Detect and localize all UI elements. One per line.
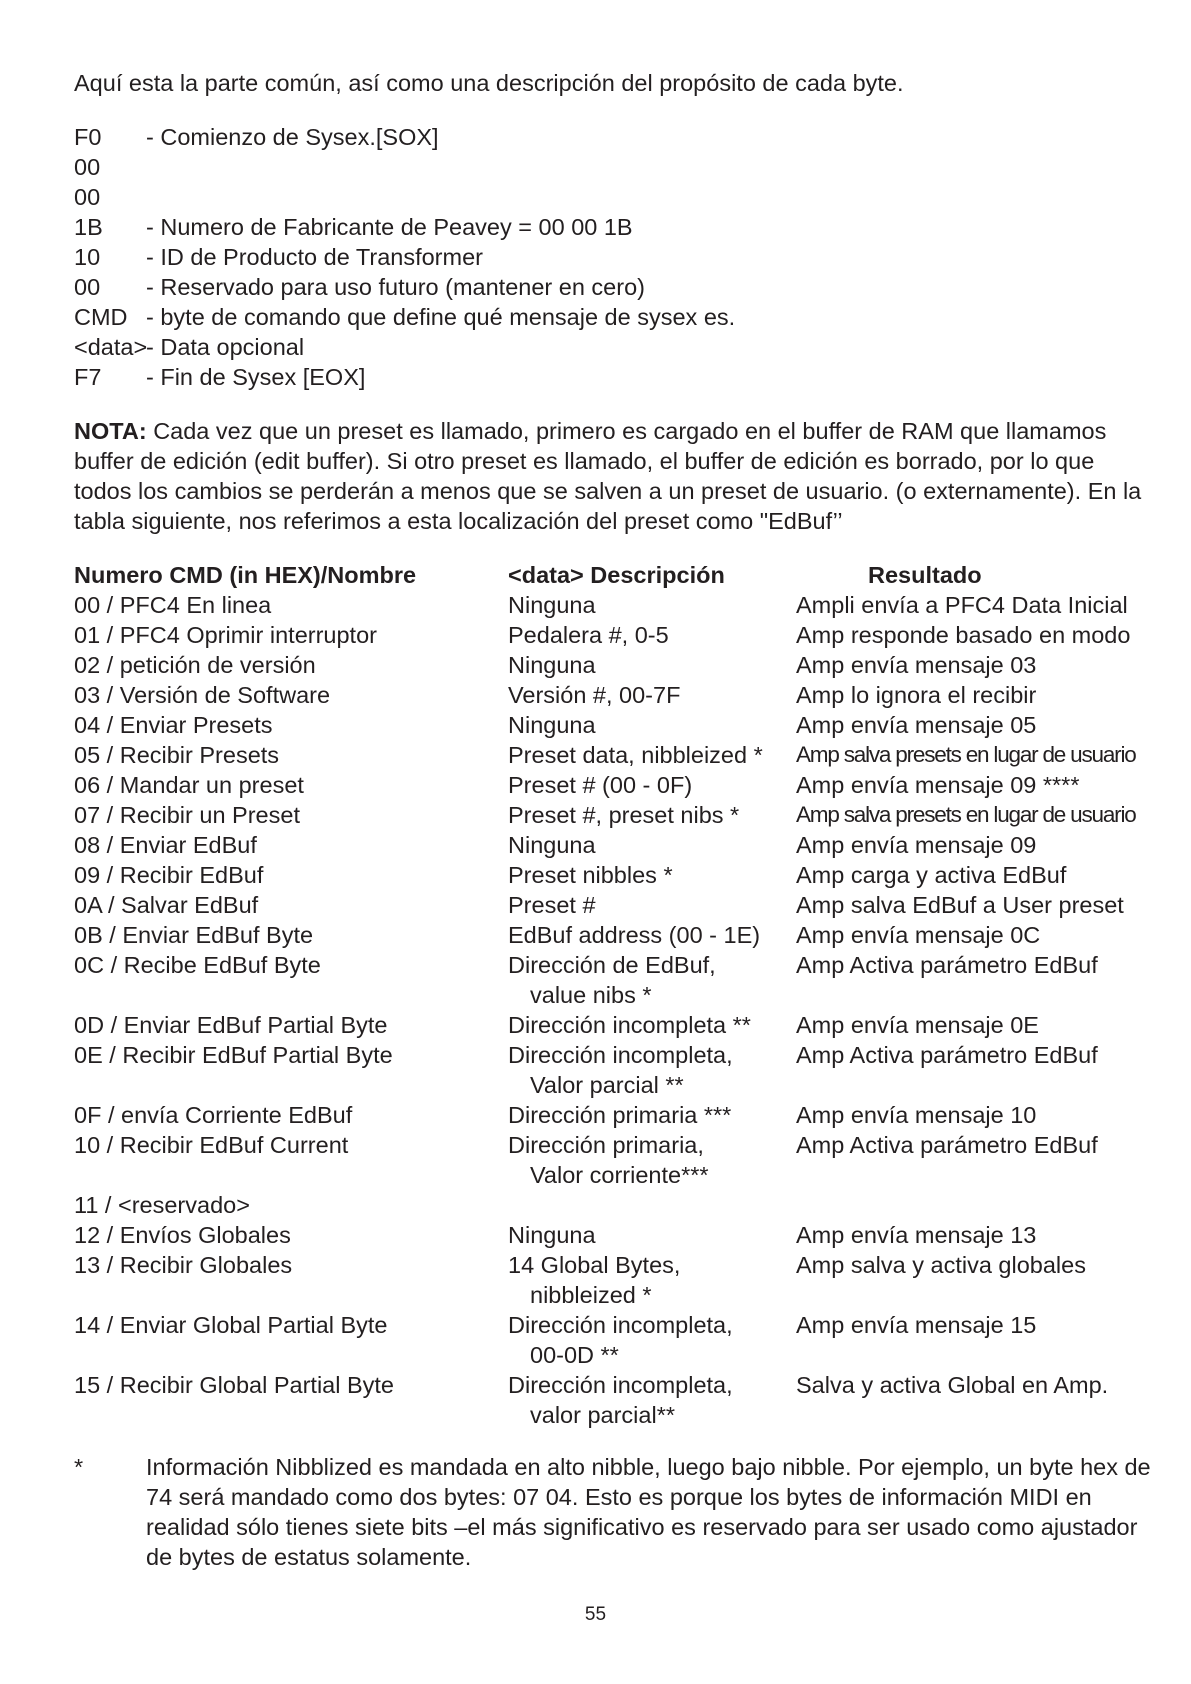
table-row	[74, 770, 1154, 800]
table-body	[74, 590, 1154, 1430]
table-row	[74, 920, 1154, 950]
cmd-data-line: Ninguna	[508, 712, 596, 738]
sysex-row	[74, 182, 1154, 212]
intro-paragraph: Aquí esta la parte común, así como una descripción del propósito de cada byte.	[74, 70, 904, 96]
cmd-data-line: EdBuf address (00 - 1E)	[508, 922, 761, 948]
cmd-data	[508, 1370, 796, 1430]
cmd-name: 15 / Recibir Global Partial Byte	[74, 1372, 395, 1398]
sysex-desc: - Fin de Sysex [EOX]	[146, 364, 366, 390]
cmd-data-line: Versión #, 00-7F	[508, 682, 681, 708]
cmd-result: Amp envía mensaje 05	[796, 712, 1037, 738]
cmd-result: Amp envía mensaje 13	[796, 1222, 1037, 1248]
cmd-result: Amp envía mensaje 09 ****	[796, 772, 1080, 798]
command-table	[74, 560, 1154, 1430]
header-name: Numero CMD (in HEX)/Nombre	[74, 562, 417, 588]
cmd-data-line: Dirección primaria ***	[508, 1102, 732, 1128]
table-row	[74, 650, 1154, 680]
footnote	[74, 1452, 1154, 1572]
cmd-result: Amp envía mensaje 15	[796, 1312, 1037, 1338]
sysex-code: 00	[74, 184, 101, 210]
cmd-result: Amp envía mensaje 03	[796, 652, 1037, 678]
cmd-result: Amp responde basado en modo	[796, 622, 1131, 648]
cmd-data-line: Preset # (00 - 0F)	[508, 772, 693, 798]
sysex-code: CMD	[74, 304, 128, 330]
cmd-result	[796, 1190, 1154, 1220]
cmd-data-line: Ninguna	[508, 592, 596, 618]
sysex-byte-list	[74, 122, 1154, 392]
cmd-result: Amp envía mensaje 09	[796, 832, 1037, 858]
cmd-result: Amp Activa parámetro EdBuf	[796, 952, 1098, 978]
cmd-data	[508, 1010, 796, 1040]
sysex-code: F0	[74, 124, 102, 150]
table-row	[74, 1130, 1154, 1190]
cmd-name: 11 / <reservado>	[74, 1192, 250, 1218]
cmd-name: 0C / Recibe EdBuf Byte	[74, 952, 321, 978]
cmd-data-line: Dirección de EdBuf,	[508, 952, 716, 978]
sysex-code: 00	[74, 274, 101, 300]
cmd-data	[508, 680, 796, 710]
cmd-name: 00 / PFC4 En linea	[74, 592, 272, 618]
cmd-name: 0D / Enviar EdBuf Partial Byte	[74, 1012, 388, 1038]
header-data: <data> Descripción	[508, 562, 725, 588]
cmd-data-line: Ninguna	[508, 652, 596, 678]
table-row	[74, 1040, 1154, 1100]
cmd-data-line: Preset nibbles *	[508, 862, 673, 888]
sysex-desc: - byte de comando que define qué mensaje de sysex es.	[146, 304, 736, 330]
cmd-name: 13 / Recibir Globales	[74, 1252, 293, 1278]
cmd-data	[508, 1190, 796, 1220]
sysex-desc: - Comienzo de Sysex.[SOX]	[146, 124, 439, 150]
sysex-code: <data>	[74, 334, 148, 360]
cmd-data-line: Dirección incompleta **	[508, 1012, 751, 1038]
note-text: Cada vez que un preset es llamado, primero es cargado en el buffer de RAM que llamamos buffer de edición (edit buffer). Si otro preset es llamado, el buffer de edición es borrado, por lo que todos los cambios se perderán a menos que se salven a un preset de usuario. (o externamente). En la tabla siguiente, nos referimos a esta localización del preset como "EdBuf’’	[74, 418, 1142, 534]
cmd-result: Ampli envía a PFC4 Data Inicial	[796, 592, 1128, 618]
footnote-text: Información Nibblized es mandada en alto nibble, luego bajo nibble. Por ejemplo, un byte hex de 74 será mandado como dos bytes: 07 04. Esto es porque los bytes de información MIDI en realidad sólo tienes siete bits –el más significativo es reservado para ser usado como ajustador de bytes de estatus solamente.	[146, 1454, 1151, 1570]
page-content	[74, 68, 1154, 1572]
sysex-desc: - Data opcional	[146, 334, 305, 360]
cmd-data	[508, 770, 796, 800]
cmd-data	[508, 920, 796, 950]
table-row	[74, 830, 1154, 860]
cmd-name: 05 / Recibir Presets	[74, 742, 280, 768]
cmd-data-line: Preset data, nibbleized *	[508, 742, 763, 768]
cmd-name: 07 / Recibir un Preset	[74, 802, 300, 828]
sysex-desc: - Numero de Fabricante de Peavey = 00 00 1B	[146, 214, 633, 240]
sysex-row	[74, 242, 1154, 272]
sysex-code: 00	[74, 154, 101, 180]
table-row	[74, 1220, 1154, 1250]
cmd-data	[508, 860, 796, 890]
sysex-code: F7	[74, 364, 102, 390]
cmd-result: Amp carga y activa EdBuf	[796, 862, 1067, 888]
cmd-data	[508, 950, 796, 1010]
table-row	[74, 710, 1154, 740]
cmd-data	[508, 1250, 796, 1310]
table-row	[74, 1100, 1154, 1130]
sysex-code: 10	[74, 244, 101, 270]
cmd-name: 03 / Versión de Software	[74, 682, 331, 708]
note-label: NOTA:	[74, 418, 147, 444]
footnote-mark: *	[74, 1454, 84, 1480]
sysex-code: 1B	[74, 214, 103, 240]
table-row	[74, 1250, 1154, 1310]
cmd-data	[508, 800, 796, 830]
cmd-data-continuation: Valor corriente***	[530, 1162, 709, 1188]
cmd-result: Amp salva presets en lugar de usuario	[796, 802, 1136, 827]
cmd-result: Salva y activa Global en Amp.	[796, 1372, 1109, 1398]
sysex-desc	[146, 182, 1154, 212]
table-row	[74, 950, 1154, 1010]
page-number: 55	[584, 1604, 607, 1625]
cmd-data	[508, 1100, 796, 1130]
cmd-data-line: 14 Global Bytes,	[508, 1252, 681, 1278]
cmd-data-line: Pedalera #, 0-5	[508, 622, 669, 648]
table-row	[74, 890, 1154, 920]
cmd-result: Amp lo ignora el recibir	[796, 682, 1037, 708]
cmd-name: 10 / Recibir EdBuf Current	[74, 1132, 349, 1158]
sysex-row	[74, 302, 1154, 332]
cmd-name: 0E / Recibir EdBuf Partial Byte	[74, 1042, 393, 1068]
table-row	[74, 800, 1154, 830]
table-header	[74, 560, 1154, 590]
cmd-data-continuation: value nibs *	[530, 982, 652, 1008]
cmd-name: 14 / Enviar Global Partial Byte	[74, 1312, 388, 1338]
cmd-data	[508, 1130, 796, 1190]
cmd-result: Amp envía mensaje 0C	[796, 922, 1041, 948]
cmd-result: Amp Activa parámetro EdBuf	[796, 1042, 1098, 1068]
table-row	[74, 620, 1154, 650]
cmd-name: 01 / PFC4 Oprimir interruptor	[74, 622, 377, 648]
cmd-name: 02 / petición de versión	[74, 652, 316, 678]
cmd-data-continuation: Valor parcial **	[530, 1072, 684, 1098]
sysex-row	[74, 212, 1154, 242]
sysex-row	[74, 362, 1154, 392]
table-row	[74, 1190, 1154, 1220]
cmd-result: Amp envía mensaje 0E	[796, 1012, 1039, 1038]
cmd-data	[508, 830, 796, 860]
sysex-row	[74, 122, 1154, 152]
cmd-data-line: Dirección incompleta,	[508, 1312, 733, 1338]
cmd-data	[508, 620, 796, 650]
table-row	[74, 740, 1154, 770]
cmd-data	[508, 650, 796, 680]
sysex-row	[74, 152, 1154, 182]
cmd-data-line: Ninguna	[508, 1222, 596, 1248]
table-row	[74, 1310, 1154, 1370]
note-paragraph	[74, 416, 1154, 536]
sysex-desc	[146, 152, 1154, 182]
cmd-data	[508, 740, 796, 770]
cmd-name: 06 / Mandar un preset	[74, 772, 304, 798]
cmd-data-line: Dirección incompleta,	[508, 1372, 733, 1398]
cmd-data-line: Dirección incompleta,	[508, 1042, 733, 1068]
cmd-result: Amp envía mensaje 10	[796, 1102, 1037, 1128]
sysex-row	[74, 332, 1154, 362]
cmd-data	[508, 710, 796, 740]
cmd-data	[508, 1040, 796, 1100]
cmd-name: 0F / envía Corriente EdBuf	[74, 1102, 353, 1128]
header-result: Resultado	[868, 562, 982, 588]
cmd-data	[508, 590, 796, 620]
cmd-data-continuation: nibbleized *	[530, 1282, 652, 1308]
cmd-data	[508, 1310, 796, 1370]
cmd-result: Amp salva EdBuf a User preset	[796, 892, 1124, 918]
cmd-name: 12 / Envíos Globales	[74, 1222, 291, 1248]
cmd-data-line: Ninguna	[508, 832, 596, 858]
cmd-result: Amp salva y activa globales	[796, 1252, 1086, 1278]
cmd-result: Amp salva presets en lugar de usuario	[796, 742, 1136, 767]
sysex-desc: - ID de Producto de Transformer	[146, 244, 483, 270]
cmd-name: 04 / Enviar Presets	[74, 712, 273, 738]
cmd-result: Amp Activa parámetro EdBuf	[796, 1132, 1098, 1158]
table-row	[74, 860, 1154, 890]
cmd-data-continuation: valor parcial**	[530, 1402, 675, 1428]
cmd-name: 0B / Enviar EdBuf Byte	[74, 922, 314, 948]
cmd-data-continuation: 00-0D **	[530, 1342, 619, 1368]
cmd-data	[508, 1220, 796, 1250]
sysex-desc: - Reservado para uso futuro (mantener en cero)	[146, 274, 645, 300]
table-row	[74, 590, 1154, 620]
cmd-data-line: Preset #, preset nibs *	[508, 802, 740, 828]
table-row	[74, 1370, 1154, 1430]
table-row	[74, 680, 1154, 710]
sysex-row	[74, 272, 1154, 302]
cmd-data-line: Preset #	[508, 892, 596, 918]
cmd-data	[508, 890, 796, 920]
cmd-name: 09 / Recibir EdBuf	[74, 862, 264, 888]
cmd-name: 0A / Salvar EdBuf	[74, 892, 259, 918]
table-row	[74, 1010, 1154, 1040]
cmd-data-line: Dirección primaria,	[508, 1132, 704, 1158]
cmd-name: 08 / Enviar EdBuf	[74, 832, 257, 858]
